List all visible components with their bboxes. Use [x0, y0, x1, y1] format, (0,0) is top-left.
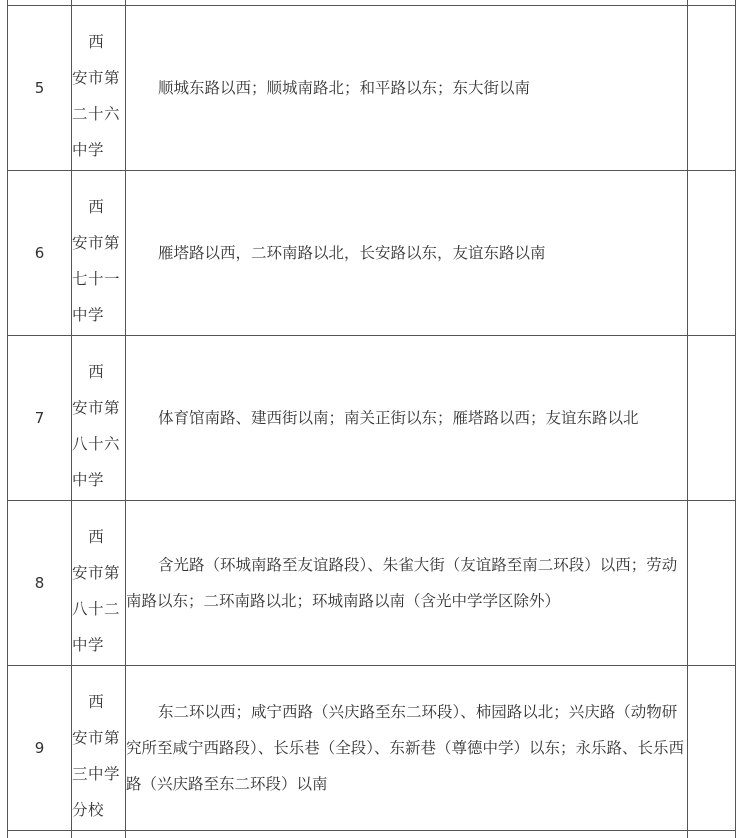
row-number: 5: [34, 79, 45, 97]
school-name: 西 安市第 八十二 中学: [72, 528, 121, 654]
enrollment-area-cell: [126, 501, 688, 665]
enrollment-area: 雁塔路以西，二环南路以北，长安路以东，友谊东路以南: [158, 244, 546, 262]
row-divider: [8, 830, 735, 831]
table-row: [0, 666, 743, 830]
table-row: [0, 171, 743, 335]
row-number: 6: [34, 244, 45, 262]
enrollment-area-cell: [126, 336, 688, 500]
row-number: 7: [34, 409, 45, 427]
enrollment-area-cell: [126, 171, 688, 335]
enrollment-area: 体育馆南路、建西街以南；南关正街以东；雁塔路以西；友谊东路以北: [158, 409, 639, 427]
enrollment-area-cell: [126, 6, 688, 170]
enrollment-area: 含光路（环城南路至友谊路段）、朱雀大街（友谊路至南二环段）以西；劳动南路以东；二环南路以北；环城南路以南（含光中学学区除外）: [126, 556, 678, 610]
row-number: 9: [34, 739, 45, 757]
school-name: 西 安市第 三中学 分校: [72, 693, 121, 819]
table-row: [0, 336, 743, 500]
enrollment-area-cell: [126, 666, 688, 830]
school-name: 西 安市第 二十六 中学: [72, 33, 121, 159]
school-name: 西 安市第 七十一 中学: [72, 198, 121, 324]
table-row: [0, 6, 743, 170]
enrollment-area: 东二环以西；咸宁西路（兴庆路至东二环段）、柿园路以北；兴庆路（动物研究所至咸宁西路段）、长乐巷（全段）、东新巷（尊德中学）以东；永乐路、长乐西路（兴庆路至东二环段）以南: [126, 703, 685, 793]
enrollment-area: 顺城东路以西；顺城南路北；和平路以东；东大街以南: [158, 79, 531, 97]
school-name: 西 安市第 八十六 中学: [72, 363, 121, 489]
row-number: 8: [34, 574, 45, 592]
table-row: [0, 501, 743, 665]
